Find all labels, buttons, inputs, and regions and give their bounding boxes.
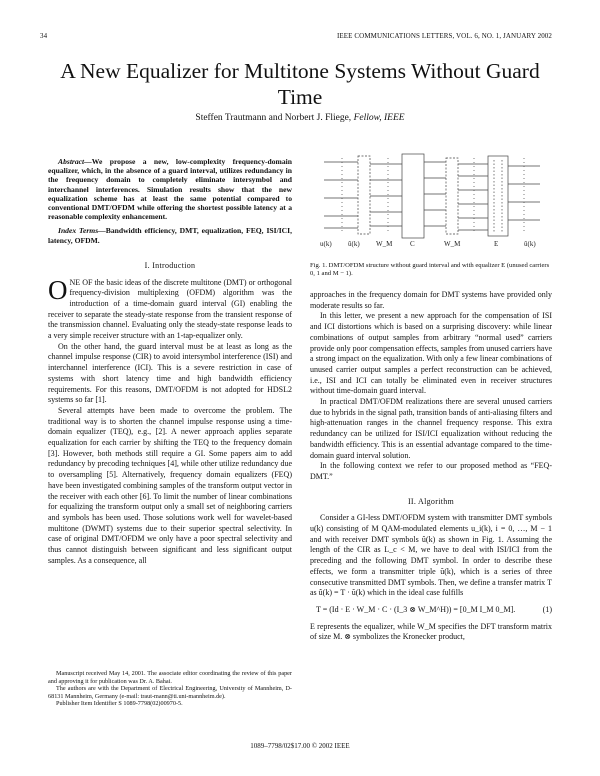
right-para-2: In this letter, we present a new approach for the compensation of ISI and ICI distortions which is based on a surprising discovery: while linear combinations of output samples from arbitrary “normal used” carriers provide only poor compensation effects, samples from unused carriers have a strong impact on the equalization. With only a few linear combinations of unused carrier output samples a perfect reconstruction can be achieved, i.e., ISI and ICI can totally be eliminated even in receiver structures without time-domain guard interval.: [310, 311, 552, 396]
journal-header: IEEE COMMUNICATIONS LETTERS, VOL. 6, NO. 1, JANUARY 2002: [336, 32, 552, 40]
author-fellow: Fellow, IEEE: [353, 113, 405, 123]
fig-label-u: u(k): [320, 240, 332, 248]
author-names: Steffen Trautmann and Norbert J. Fliege,: [195, 113, 352, 123]
equation-1-number: (1): [542, 604, 552, 614]
drop-cap: O: [48, 274, 68, 305]
footnote-authors: The authors are with the Department of Electrical Engineering, University of Mannheim, D-68131 Mannheim, Germany (e-mail: traut-mann@ti.uni-mannheim.de).: [48, 685, 292, 700]
right-column: [310, 290, 552, 643]
fig-label-u-tilde: ũ(k): [348, 240, 360, 248]
abstract: [48, 157, 292, 221]
index-terms-label: Index Terms—: [58, 226, 106, 236]
figure-1: [318, 150, 550, 250]
section-1-para-3: Several attempts have been made to overcome the problem. The traditional way is to shorten the channel impulse response using a time-domain equalizer (TEQ), e.g., [2]. A newer approach applies separate equalization for each carrier by shifting the TEQ to the frequency domain [3]. However, both methods still require a GI. Some papers aim to add redundancy by precoding techniques [4], while other utilize redundancy due to oversampling [5]. Alternatively, frequency domain equalizers (FEQ) have been investigated combining samples of the transform output vector in the receiver with each other [6]. To limit the number of linear combinations for equalizing the transform output only a small set of neighboring carriers and symbols has been used. Those solutions work well for wavelet-based multitone (DWMT) systems due to their superior spectral selectivity. In case of original DMT/OFDM we only have a poor spectral selectivity and thus cannot distinguish between significant and less significant output samples. As a consequence, all: [48, 405, 292, 565]
section-1-para-2: On the other hand, the guard interval must be at least as long as the channel impulse response (CIR) to avoid intersymbol interference (ISI) and interchannel interference (ICI). This is a severe restriction in case of systems with short latency time and high bandwidth efficiency requirements. For this reasons, DMT/OFDM is not adopted for HDSL2 systems so far [1].: [48, 341, 292, 405]
right-para-4: In the following context we refer to our proposed method as “FEQ-DMT.”: [310, 461, 552, 481]
index-terms: [48, 226, 292, 244]
index-terms-text: Bandwidth efficiency, DMT, equalization, FEQ, ISI/ICI, latency, OFDM.: [48, 226, 292, 245]
right-para-3: In practical DMT/OFDM realizations there are several unused carriers due to hybrids in the signal path, transition bands of anti-aliasing filters and high-attenuation ranges in the channel frequency response. This extra redundancy can be utilized for ISI/ICI equalization without reducing the bandwidth efficiency. This is an essential advantage compared to the time-domain guard interval solution.: [310, 397, 552, 460]
abstract-text: We propose a new, low-complexity frequency-domain equalizer, which, in the absence of a guard interval, utilizes redundancy in the frequency domain to completely eliminate intersymbol and interchannel interferences. Simulation results show that the new equalization scheme has at least the same potential compared to conventional DMT/OFDM while offering the shortest possible latency at a reasonable complexity enhancement.: [48, 157, 292, 222]
section-2-para-2: E represents the equalizer, while W_M specifies the DFT transform matrix of size M. ⊗ symbolizes the Kronecker product,: [310, 621, 552, 642]
author-line: [40, 113, 560, 123]
figure-1-diagram: [318, 150, 550, 250]
fig-label-u-hat: û(k): [524, 240, 536, 248]
section-2-para-1: Consider a GI-less DMT/OFDM system with transmitter DMT symbols u(k) consisting of M QAM-modulated elements u_i(k), i = 0, …, M − 1 and with receiver DMT symbols û(k) as shown in Fig. 1. Assuming the length of the CIR as L_c < M, we have to deal with ISI/ICI from the preceding and the following DMT symbol. In order to describe these effects, we form a transmitter triple ũ(k), which is a series of three consecutive transmitted DMT symbols. Then, we define a transfer matrix T as û(k) = T · ũ(k) which in the ideal case fulfills: [310, 513, 552, 598]
abstract-label: Abstract—: [58, 157, 92, 166]
section-2-heading: II. Algorithm: [407, 496, 455, 506]
section-1-heading: I. Introduction: [144, 260, 196, 270]
equation-1: [316, 605, 552, 616]
copyright-footer: 1089–7798/02$17.00 © 2002 IEEE: [250, 742, 350, 750]
equation-1-body: T = (Id · E · W_M · C · (I_3 ⊗ W_M^H)) = [0_M I_M 0_M].: [316, 604, 516, 614]
fig-label-wm-2: W_M: [444, 240, 461, 248]
paper-title: A New Equalizer for Multitone Systems Without Guard Time: [60, 59, 540, 109]
right-para-1: approaches in the frequency domain for DMT systems have provided only moderate results so far.: [310, 290, 552, 310]
fig-label-e: E: [494, 240, 499, 248]
footnote-received: Manuscript received May 14, 2001. The associate editor coordinating the review of this paper and approving it for publication was Dr. A. Bahai.: [48, 670, 292, 685]
section-1-para-1: [48, 274, 292, 342]
left-column: [48, 157, 292, 567]
page-number: 34: [40, 32, 48, 40]
footnote-publisher: Publisher Item Identifier S 1089-7798(02)00970-5.: [56, 700, 183, 707]
section-1-para-1-text: NE OF the basic ideas of the discrete multitone (DMT) or orthogonal frequency-division multiplexing (OFDM) algorithm was the introduction of a time-domain guard interval (GI) enabling the receiver to separate the steady-state response from the transient response of the transmission channel. Evaluating only the steady-state response leads to a very simple receiver structure with an 1-tap-equalizer only.: [48, 277, 292, 341]
fig-label-wm-1: W_M: [376, 240, 393, 248]
figure-1-caption: Fig. 1. DMT/OFDM structure without guard interval and with equalizer E (unused carriers 0, 1 and M − 1).: [310, 262, 550, 277]
footnotes: [48, 670, 292, 708]
fig-label-c: C: [410, 240, 415, 248]
